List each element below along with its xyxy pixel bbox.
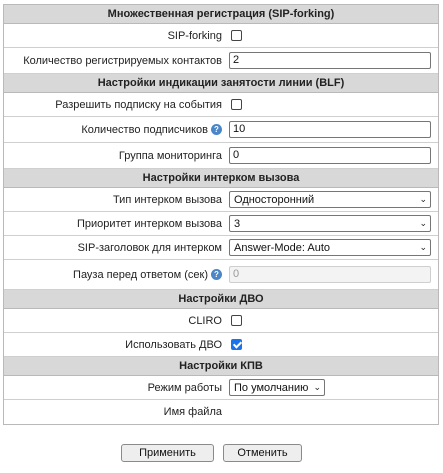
- row-intercom-header: [4, 236, 438, 260]
- pause-label: Пауза перед ответом (сек): [73, 268, 208, 281]
- intercom-type-label: Тип интерком вызова: [112, 193, 222, 206]
- mode-select[interactable]: [229, 379, 325, 396]
- section-header-forking: Множественная регистрация (SIP-forking): [4, 5, 438, 24]
- contacts-input[interactable]: 2: [229, 52, 431, 69]
- row-subscribe: [4, 93, 438, 117]
- button-bar: [0, 444, 443, 462]
- cliro-label: CLIRO: [188, 314, 222, 327]
- row-pause: [4, 260, 438, 290]
- row-use-dvo: [4, 333, 438, 357]
- row-contacts: [4, 48, 438, 74]
- settings-panel: [3, 4, 439, 425]
- contacts-label: Количество регистрируемых контактов: [23, 54, 222, 67]
- mode-label: Режим работы: [147, 381, 222, 394]
- subscribers-label: Количество подписчиков: [81, 123, 208, 136]
- chevron-down-icon: ⌄: [419, 242, 427, 252]
- intercom-type-select[interactable]: [229, 191, 431, 208]
- help-icon[interactable]: ?: [211, 269, 222, 280]
- chevron-down-icon: ⌄: [419, 218, 427, 228]
- apply-button[interactable]: Применить: [121, 444, 214, 462]
- section-header-kpv: Настройки КПВ: [4, 357, 438, 376]
- row-intercom-type: [4, 188, 438, 212]
- section-header-blf: Настройки индикации занятости линии (BLF): [4, 74, 438, 93]
- row-monitor: [4, 143, 438, 169]
- cancel-button[interactable]: Отменить: [223, 444, 302, 462]
- pause-input[interactable]: 0: [229, 266, 431, 283]
- intercom-header-value: Answer-Mode: Auto: [234, 241, 330, 254]
- intercom-header-select[interactable]: [229, 239, 431, 256]
- subscribers-label-cell: [4, 124, 226, 136]
- intercom-priority-select[interactable]: [229, 215, 431, 232]
- sip-forking-checkbox[interactable]: [231, 30, 242, 41]
- chevron-down-icon: ⌄: [419, 194, 427, 204]
- intercom-header-label: SIP-заголовок для интерком: [77, 241, 222, 254]
- help-icon[interactable]: ?: [211, 124, 222, 135]
- row-mode: [4, 376, 438, 400]
- intercom-priority-label: Приоритет интерком вызова: [77, 217, 222, 230]
- row-sip-forking: [4, 24, 438, 48]
- pause-label-cell: [4, 269, 226, 281]
- intercom-type-value: Односторонний: [234, 193, 315, 206]
- file-label: Имя файла: [163, 406, 222, 418]
- row-cliro: [4, 309, 438, 333]
- sip-forking-label: SIP-forking: [167, 29, 222, 42]
- subscribe-checkbox[interactable]: [231, 99, 242, 110]
- cliro-checkbox[interactable]: [231, 315, 242, 326]
- monitor-label: Группа мониторинга: [118, 149, 222, 162]
- use-dvo-checkbox[interactable]: [231, 339, 242, 350]
- intercom-priority-value: 3: [234, 217, 241, 230]
- subscribers-input[interactable]: 10: [229, 121, 431, 138]
- section-header-dvo: Настройки ДВО: [4, 290, 438, 309]
- mode-value: По умолчанию: [234, 381, 309, 394]
- monitor-input[interactable]: 0: [229, 147, 431, 164]
- use-dvo-label: Использовать ДВО: [125, 338, 222, 351]
- subscribe-label: Разрешить подписку на события: [55, 98, 222, 111]
- row-intercom-priority: [4, 212, 438, 236]
- row-file: [4, 400, 438, 424]
- chevron-down-icon: ⌄: [313, 382, 321, 392]
- row-subscribers: [4, 117, 438, 143]
- section-header-intercom: Настройки интерком вызова: [4, 169, 438, 188]
